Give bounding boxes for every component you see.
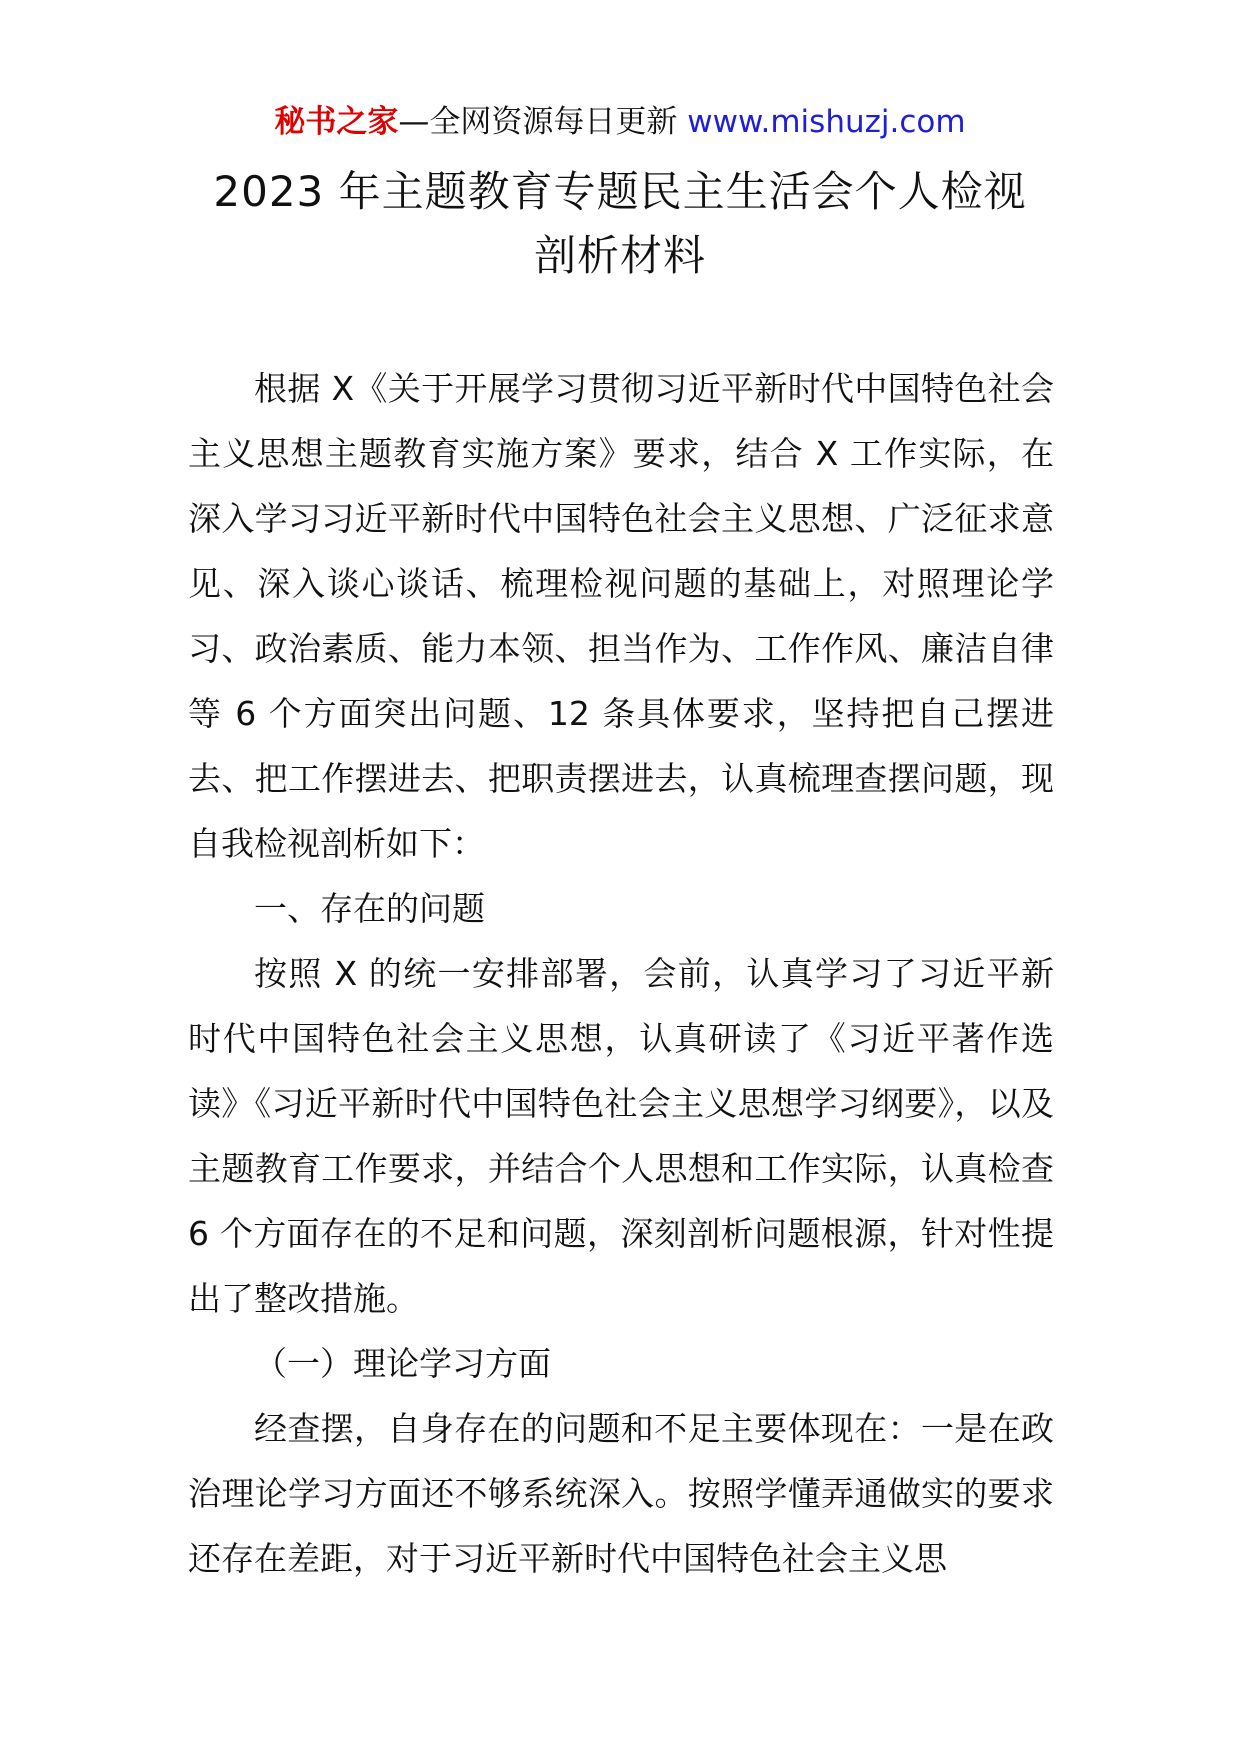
brand-name: 秘书之家 xyxy=(274,104,399,140)
document-title xyxy=(120,160,1120,288)
title-line-1: 2023 年主题教育专题民主生活会个人检视 xyxy=(213,167,1027,216)
intro-paragraph: 根据 X《关于开展学习贯彻习近平新时代中国特色社会主义思想主题教育实施方案》要求，结合 X 工作实际，在深入学习习近平新时代中国特色社会主义思想、广泛征求意见、深入谈心谈话、梳理检视问题的基础上，对照理论学习、政治素质、能力本领、担当作为、工作作风、廉洁自律等 6 个方面突出问题、12 条具体要求，坚持把自己摆进去、把工作摆进去、把职责摆进去，认真梳理查摆问题，现自我检视剖析如下： xyxy=(188,369,1054,863)
site-url[interactable]: www.mishuzj.com xyxy=(687,104,966,140)
subsection-heading: （一）理论学习方面 xyxy=(254,1344,551,1383)
body-paragraph: 按照 X 的统一安排部署，会前，认真学习了习近平新时代中国特色社会主义思想，认真研读了《习近平著作选读》《习近平新时代中国特色社会主义思想学习纲要》，以及主题教育工作要求，并结合个人思想和工作实际，认真检查 6 个方面存在的不足和问题，深刻剖析问题根源，针对性提出了整改措施。 xyxy=(188,954,1054,1318)
section-heading: 一、存在的问题 xyxy=(254,889,485,928)
body-paragraph: 经查摆，自身存在的问题和不足主要体现在：一是在政治理论学习方面还不够系统深入。按照学懂弄通做实的要求还存在差距，对于习近平新时代中国特色社会主义思 xyxy=(188,1409,1054,1578)
header-tagline: —全网资源每日更新 xyxy=(398,104,678,140)
site-header xyxy=(0,100,1240,144)
title-line-2: 剖析材料 xyxy=(533,231,706,280)
document-body xyxy=(188,356,1054,1591)
